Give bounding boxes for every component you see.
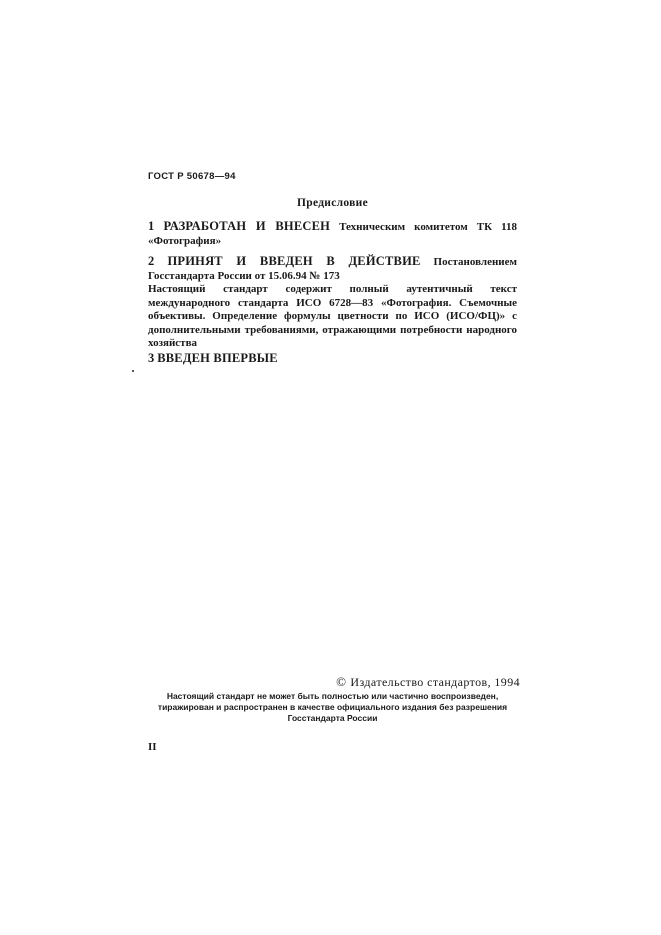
copyright-icon: © [336,674,347,689]
reproduction-notice [148,691,517,724]
scan-speck [132,370,134,372]
item-3-number: 3 [148,351,155,365]
item-1-number: 1 [148,219,155,233]
item-1-title: РАЗРАБОТАН И ВНЕСЕН [163,219,331,233]
preface-item-1 [148,219,517,248]
item-2-text: Постановлением Госстандарта России от 15.06.94 № 173 [148,256,517,282]
notice-line: тиражирован и распространен в качестве официального издания без разрешения [157,702,508,712]
preface-item-3 [148,351,517,366]
item-2-number: 2 [148,254,155,268]
copyright-line [330,674,520,690]
item-2-paragraph: Настоящий стандарт содержит полный аутентичный текст международного стандарта ИСО 6728—83 «Фотография. Съемочные объективы. Определение формулы цветности по ИСО (ИСО/ФЦ)» с дополнительными требованиями, отражающими потребности народного хозяйства [148,283,517,349]
preface-item-2 [148,254,517,351]
preface-heading: Предисловие [297,197,368,209]
page-number: II [148,741,157,753]
item-2-title: ПРИНЯТ И ВВЕДЕН В ДЕЙСТВИЕ [167,254,421,268]
document-code: ГОСТ Р 50678—94 [148,171,236,182]
item-3-title: ВВЕДЕН ВПЕРВЫЕ [157,351,278,365]
copyright-text: Издательство стандартов, 1994 [350,675,520,689]
notice-line: Госстандарта России [287,713,378,723]
notice-line: Настоящий стандарт не может быть полностью или частично воспроизведен, [166,691,499,701]
item-1-text: Техническим комитетом ТК 118 «Фотография» [148,221,518,247]
